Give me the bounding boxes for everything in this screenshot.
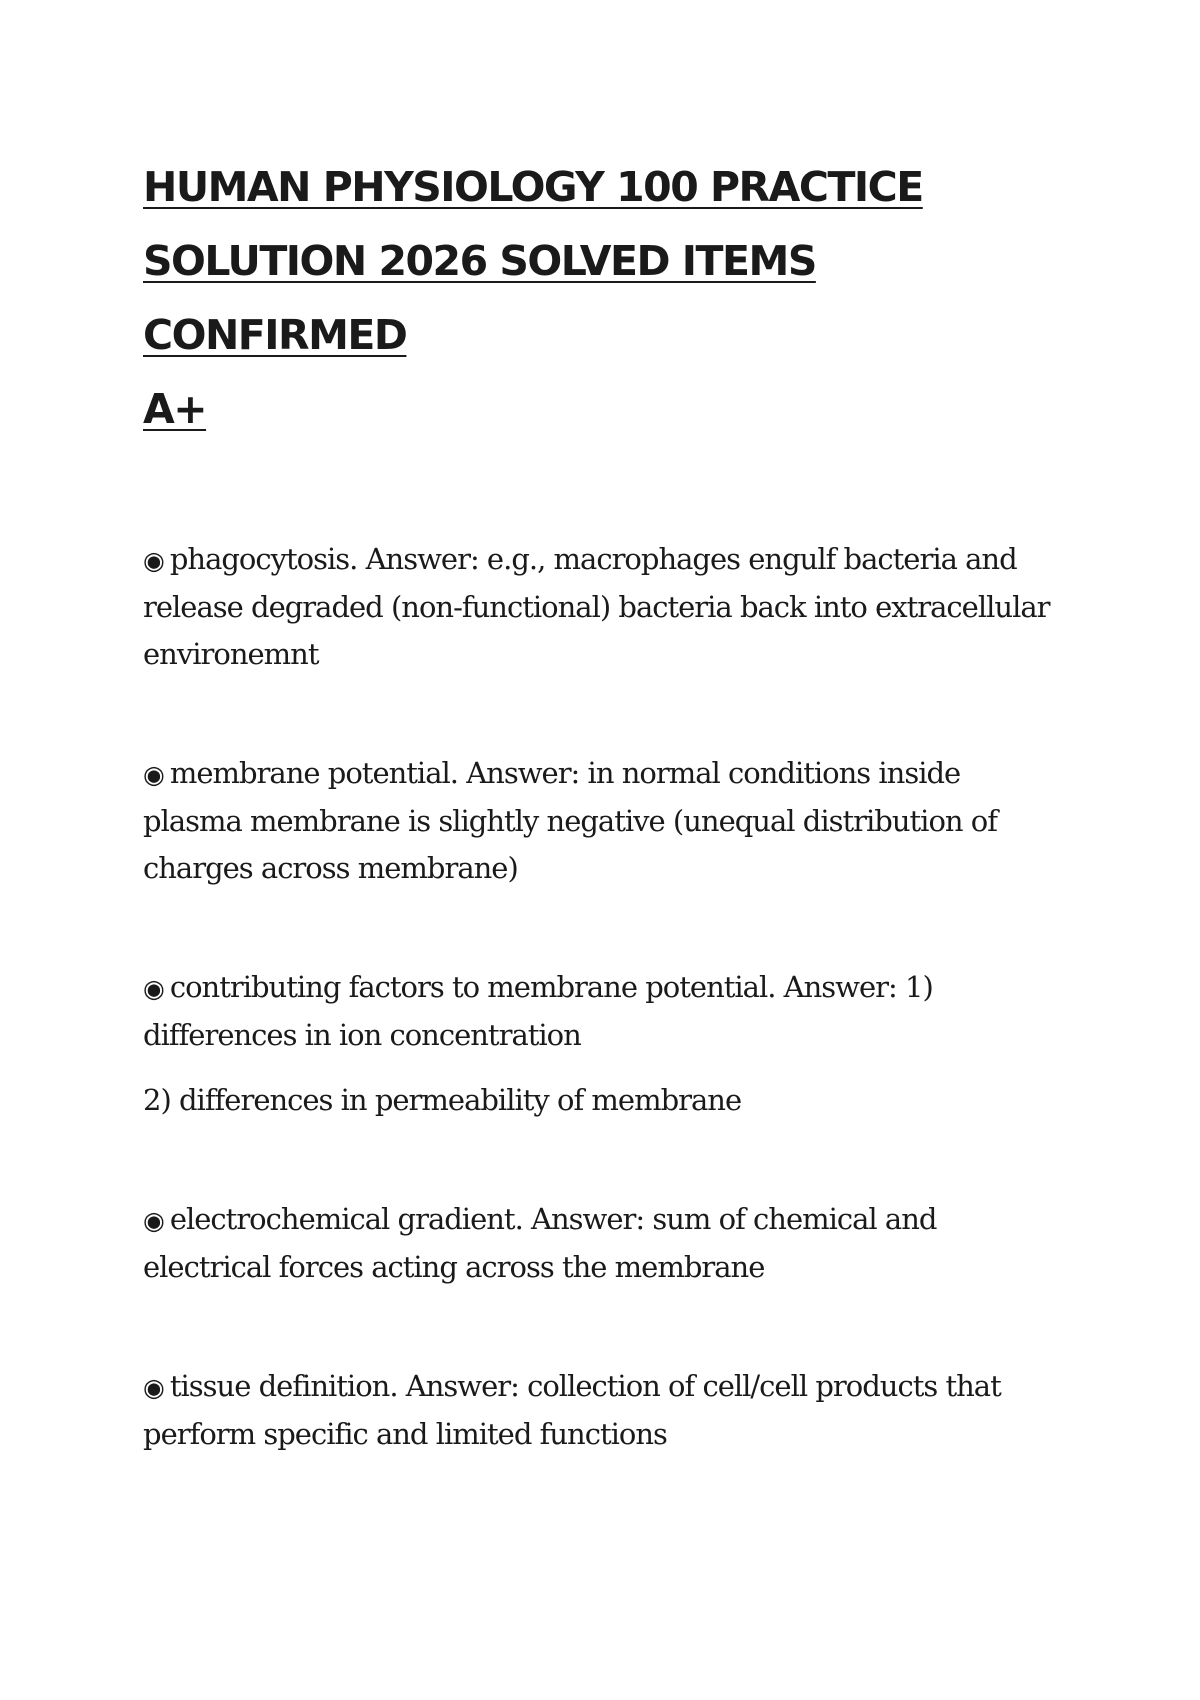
qa-item-continuation: 2) differences in permeability of membrane	[143, 1083, 742, 1117]
qa-item-text: electrochemical gradient. Answer: sum of chemical and electrical forces acting across the membrane	[143, 1202, 937, 1284]
title-line-2: SOLUTION 2026 SOLVED ITEMS CONFIRMED	[143, 237, 816, 359]
radio-bullet-icon: ◉	[143, 760, 164, 789]
qa-item-phagocytosis	[143, 536, 1063, 678]
qa-list	[143, 536, 1063, 1458]
qa-item-text: tissue definition. Answer: collection of cell/cell products that perform specific and limited functions	[143, 1369, 1001, 1451]
radio-bullet-icon: ◉	[143, 1206, 164, 1235]
qa-item-text: phagocytosis. Answer: e.g., macrophages engulf bacteria and release degraded (non-functional) bacteria back into extracellular environemnt	[143, 542, 1050, 671]
qa-item-tissue-definition	[143, 1363, 1063, 1458]
radio-bullet-icon: ◉	[143, 1373, 164, 1402]
title-line-3: A+	[143, 385, 207, 433]
document-page	[143, 150, 1063, 1530]
qa-item-text: contributing factors to membrane potential. Answer: 1) differences in ion concentration	[143, 970, 933, 1052]
qa-item-text: membrane potential. Answer: in normal conditions inside plasma membrane is slightly negative (unequal distribution of charges across membrane)	[143, 756, 998, 885]
title-line-1: HUMAN PHYSIOLOGY 100 PRACTICE	[143, 163, 923, 211]
qa-item-electrochemical-gradient	[143, 1196, 1063, 1291]
document-title	[143, 150, 1063, 446]
radio-bullet-icon: ◉	[143, 546, 164, 575]
qa-item-contributing-factors	[143, 964, 1063, 1124]
radio-bullet-icon: ◉	[143, 974, 164, 1003]
qa-item-membrane-potential	[143, 750, 1063, 892]
